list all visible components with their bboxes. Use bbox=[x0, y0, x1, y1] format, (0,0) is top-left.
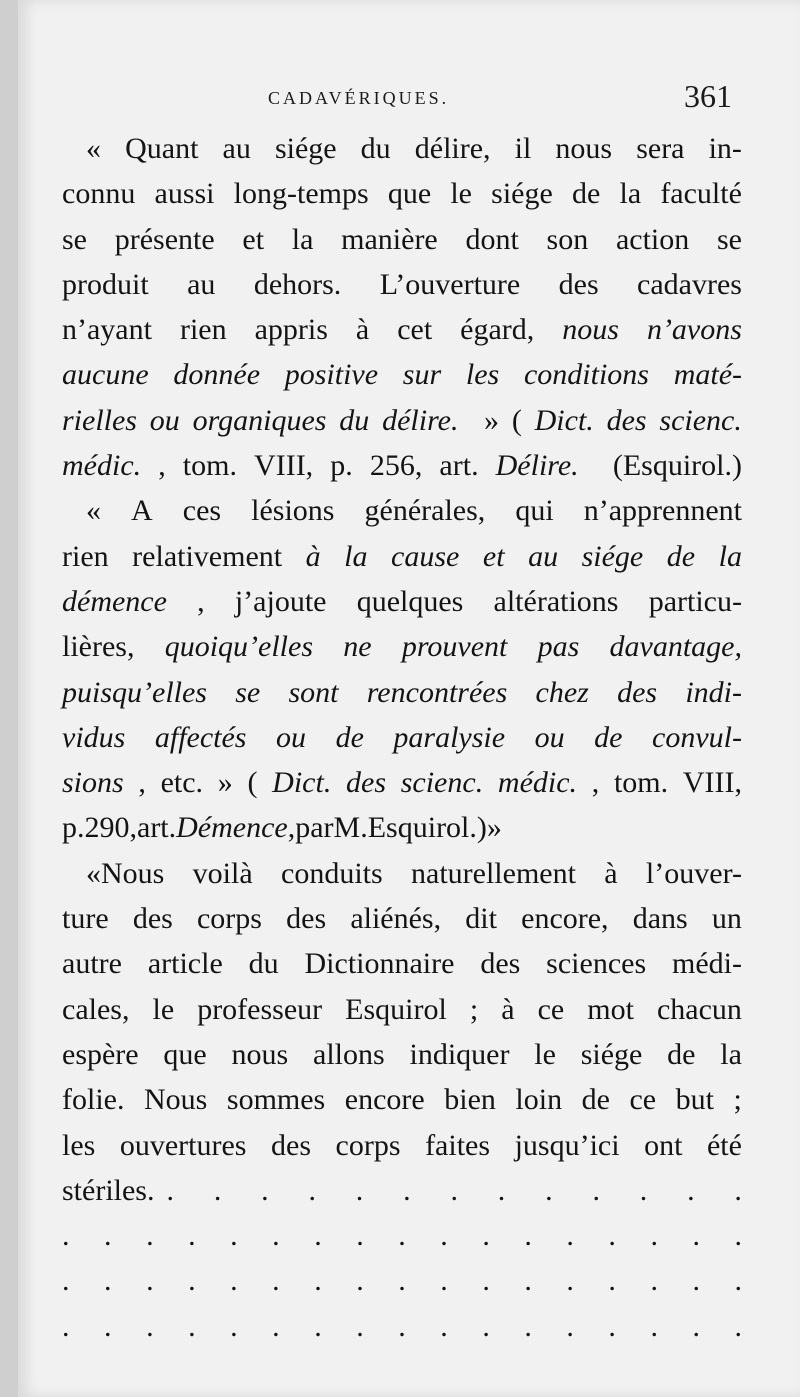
text-word: , bbox=[197, 584, 205, 618]
text-word: ces bbox=[182, 494, 222, 528]
text-word: des bbox=[271, 1128, 312, 1162]
text-word: se bbox=[716, 222, 742, 256]
italic-text: scienc. bbox=[659, 403, 742, 437]
text-line bbox=[62, 488, 742, 533]
italic-text: Démence bbox=[176, 811, 288, 845]
leader-dot: . bbox=[308, 1173, 316, 1207]
italic-text: affectés bbox=[154, 720, 247, 754]
text-word: il bbox=[514, 132, 532, 165]
ellipsis-dot: . bbox=[62, 1309, 70, 1343]
text-word: présente bbox=[114, 222, 215, 256]
text-word: ( bbox=[247, 766, 258, 800]
text-word: stériles. bbox=[62, 1173, 155, 1207]
text-word: le bbox=[534, 1037, 556, 1071]
ellipsis-dot: . bbox=[608, 1264, 616, 1298]
ellipsis-dot: . bbox=[62, 1219, 70, 1253]
text-line bbox=[62, 760, 742, 805]
italic-text: de bbox=[594, 720, 623, 754]
italic-text: des bbox=[346, 766, 387, 800]
italic-text: ou bbox=[149, 403, 180, 437]
text-word: été bbox=[706, 1128, 742, 1162]
text-word: M. bbox=[333, 811, 368, 845]
ellipsis-dot: . bbox=[566, 1219, 574, 1253]
text-word: l’ouver- bbox=[645, 856, 742, 890]
italic-text: sur bbox=[402, 358, 442, 392]
italic-text: Dict. bbox=[272, 766, 332, 800]
text-word: des bbox=[558, 267, 599, 301]
text-word: cet bbox=[397, 313, 433, 347]
ellipsis-dot: . bbox=[650, 1219, 658, 1253]
italic-text: et bbox=[482, 539, 505, 573]
leader-dot: . bbox=[261, 1173, 269, 1207]
text-word: Quant bbox=[125, 132, 199, 165]
text-word: quelques bbox=[356, 584, 464, 618]
text-word: qui bbox=[515, 494, 554, 528]
text-line bbox=[62, 805, 742, 850]
ellipsis-dot: . bbox=[188, 1219, 196, 1253]
text-word: et bbox=[242, 222, 265, 256]
text-word: ; bbox=[733, 1083, 742, 1117]
text-line bbox=[62, 126, 742, 171]
text-word: du bbox=[248, 947, 279, 981]
ellipsis-dot: . bbox=[356, 1309, 364, 1343]
text-word: siége bbox=[580, 1037, 643, 1071]
ellipsis-dot: . bbox=[230, 1219, 238, 1253]
text-word: générales, bbox=[364, 494, 486, 528]
text-word: n’apprennent bbox=[583, 494, 742, 528]
ellipsis-dot: . bbox=[734, 1219, 742, 1253]
ellipsis-dot: . bbox=[482, 1219, 490, 1253]
ellipsis-dot: . bbox=[692, 1264, 700, 1298]
dot-leader bbox=[166, 1168, 742, 1213]
italic-text: médic. bbox=[62, 449, 142, 483]
text-word: ( bbox=[511, 403, 522, 437]
text-word: VIII, bbox=[682, 766, 742, 800]
text-word: ce bbox=[537, 992, 565, 1026]
text-word: folie. bbox=[62, 1083, 125, 1117]
text-word: espère bbox=[62, 1037, 139, 1071]
text-word: rien bbox=[62, 539, 109, 573]
ellipsis-dot: . bbox=[272, 1309, 280, 1343]
ellipsis-dot: . bbox=[398, 1309, 406, 1343]
text-word: altérations bbox=[493, 584, 619, 618]
ellipsis-dot: . bbox=[146, 1264, 154, 1298]
italic-text: scienc. bbox=[400, 766, 484, 800]
text-word: p. bbox=[330, 449, 353, 483]
italic-text: pas bbox=[537, 630, 580, 664]
ellipsis-dot: . bbox=[356, 1219, 364, 1253]
text-word: au bbox=[222, 132, 251, 165]
text-word: chacun bbox=[656, 992, 742, 1026]
ellipsis-dot: . bbox=[356, 1264, 364, 1298]
ellipsis-dot: . bbox=[734, 1264, 742, 1298]
text-word: faites bbox=[425, 1128, 491, 1162]
text-word: ont bbox=[644, 1128, 683, 1162]
text-word: encore bbox=[344, 1083, 425, 1117]
ellipsis-dot: . bbox=[398, 1219, 406, 1253]
text-word: ture bbox=[62, 902, 109, 936]
ellipsis-dot: . bbox=[398, 1264, 406, 1298]
text-word: médi- bbox=[671, 947, 742, 981]
text-line bbox=[62, 352, 742, 397]
ellipsis-dot: . bbox=[62, 1264, 70, 1298]
text-line bbox=[62, 1123, 742, 1168]
italic-text: n’avons bbox=[646, 313, 742, 347]
ellipsis-dot: . bbox=[566, 1264, 574, 1298]
text-word: but bbox=[675, 1083, 714, 1117]
text-word: mot bbox=[587, 992, 634, 1026]
text-word: A bbox=[131, 494, 153, 528]
italic-text: la bbox=[718, 539, 742, 573]
italic-text: ou bbox=[534, 720, 565, 754]
ellipsis-dot: . bbox=[482, 1264, 490, 1298]
text-word: connu bbox=[62, 177, 136, 211]
text-word: tom. bbox=[182, 449, 237, 483]
text-word: dont bbox=[465, 222, 519, 256]
text-word: dit bbox=[465, 902, 497, 936]
ellipsis-row bbox=[62, 1258, 742, 1303]
text-word: jusqu’ici bbox=[514, 1128, 620, 1162]
italic-text: chez bbox=[535, 675, 589, 709]
text-word: sera bbox=[636, 132, 685, 165]
text-word: de bbox=[571, 177, 601, 211]
text-word: autre bbox=[62, 947, 122, 981]
italic-text: ne bbox=[343, 630, 372, 664]
leader-dot: . bbox=[213, 1173, 222, 1207]
text-word: le bbox=[152, 992, 175, 1026]
text-word: au bbox=[187, 267, 216, 301]
ellipsis-dot: . bbox=[146, 1219, 154, 1253]
text-word: « bbox=[86, 132, 101, 165]
text-word: que bbox=[387, 177, 432, 211]
ellipsis-dot: . bbox=[230, 1264, 238, 1298]
text-word: relativement bbox=[132, 539, 283, 573]
text-word: des bbox=[132, 902, 173, 936]
text-word: p. bbox=[62, 811, 85, 845]
body-text bbox=[62, 126, 742, 1349]
page-header bbox=[18, 80, 800, 120]
text-word: naturellement bbox=[411, 856, 576, 890]
text-word: « bbox=[86, 494, 101, 528]
text-word: tom. bbox=[613, 766, 669, 800]
text-word: un bbox=[711, 902, 742, 936]
italic-text: quoiqu’elles bbox=[164, 630, 314, 664]
text-word: corps bbox=[335, 1128, 401, 1162]
leader-dot: . bbox=[687, 1173, 695, 1207]
text-word: de bbox=[581, 1083, 610, 1117]
ellipsis-dot: . bbox=[608, 1309, 616, 1343]
ellipsis-dot: . bbox=[104, 1264, 112, 1298]
text-word: à bbox=[604, 856, 618, 890]
text-word: de bbox=[667, 1037, 696, 1071]
italic-text: rielles bbox=[62, 403, 137, 437]
italic-text: Dict. bbox=[534, 403, 594, 437]
leader-dot: . bbox=[355, 1173, 364, 1207]
text-word: particu- bbox=[648, 584, 742, 618]
ellipsis-row bbox=[62, 1304, 742, 1349]
ellipsis-dot: . bbox=[272, 1264, 280, 1298]
text-line bbox=[62, 715, 742, 760]
text-word: in- bbox=[708, 132, 742, 165]
text-word: art. bbox=[137, 811, 177, 845]
ellipsis-dot: . bbox=[566, 1309, 574, 1343]
italic-text: organiques bbox=[192, 403, 327, 437]
text-line bbox=[62, 896, 742, 941]
text-word: des bbox=[480, 947, 521, 981]
text-word: appris bbox=[254, 313, 328, 347]
italic-text: donnée bbox=[173, 358, 261, 392]
text-word: lésions bbox=[251, 494, 335, 528]
ellipsis-row bbox=[62, 1213, 742, 1258]
leader-dot: . bbox=[734, 1173, 742, 1207]
text-word: encore, bbox=[521, 902, 609, 936]
text-word: , bbox=[158, 449, 166, 483]
ellipsis-dot: . bbox=[608, 1219, 616, 1253]
text-word: L’ouverture bbox=[379, 267, 521, 301]
text-word: son bbox=[546, 222, 589, 256]
text-word: Nous bbox=[144, 1083, 208, 1117]
text-word: n’ayant bbox=[62, 313, 152, 347]
ellipsis-dot: . bbox=[650, 1264, 658, 1298]
ellipsis-dot: . bbox=[104, 1309, 112, 1343]
text-line bbox=[62, 579, 742, 624]
text-word: » bbox=[484, 403, 500, 437]
text-line bbox=[62, 398, 742, 443]
text-word: etc. bbox=[160, 766, 204, 800]
text-word: égard, bbox=[460, 313, 535, 347]
italic-text: des bbox=[606, 403, 647, 437]
italic-text: de bbox=[666, 539, 696, 573]
text-word: le bbox=[450, 177, 472, 211]
text-line bbox=[62, 534, 742, 579]
text-word: long-temps bbox=[233, 177, 369, 211]
text-word: corps bbox=[196, 902, 262, 936]
text-word: aussi bbox=[154, 177, 215, 211]
text-word: cales, bbox=[62, 992, 130, 1026]
text-word: indiquer bbox=[409, 1037, 510, 1071]
italic-text: les bbox=[465, 358, 500, 392]
text-word: «Nous bbox=[86, 856, 165, 890]
italic-text: paralysie bbox=[393, 720, 506, 754]
italic-text: davantage, bbox=[609, 630, 742, 664]
text-word: dehors. bbox=[253, 267, 342, 301]
italic-text: maté- bbox=[673, 358, 742, 392]
ellipsis-dot: . bbox=[650, 1309, 658, 1343]
text-word: aliénés, bbox=[350, 902, 442, 936]
leader-dot: . bbox=[592, 1173, 600, 1207]
italic-text: sions bbox=[62, 766, 124, 800]
text-word: la bbox=[619, 177, 642, 211]
italic-text: de bbox=[335, 720, 364, 754]
ellipsis-dot: . bbox=[524, 1264, 532, 1298]
ellipsis-dot: . bbox=[230, 1309, 238, 1343]
text-word: , bbox=[138, 766, 146, 800]
italic-text: puisqu’elles bbox=[62, 675, 207, 709]
text-word: dans bbox=[632, 902, 688, 936]
italic-text: conditions bbox=[523, 358, 649, 392]
leader-dot: . bbox=[403, 1173, 411, 1207]
text-word: les bbox=[62, 1128, 96, 1162]
text-line bbox=[62, 307, 742, 352]
text-word: par bbox=[295, 811, 334, 845]
text-word: sommes bbox=[226, 1083, 326, 1117]
italic-text: convul- bbox=[652, 720, 742, 754]
ellipsis-dot: . bbox=[734, 1309, 742, 1343]
italic-text: sont bbox=[288, 675, 339, 709]
text-line bbox=[62, 941, 742, 986]
italic-text: rencontrées bbox=[366, 675, 508, 709]
text-word: » bbox=[486, 811, 502, 845]
text-word: 290, bbox=[84, 811, 137, 845]
leader-dot: . bbox=[450, 1173, 458, 1207]
text-word: art. bbox=[439, 449, 479, 483]
leader-dot: . bbox=[497, 1173, 506, 1207]
text-word: article bbox=[147, 947, 223, 981]
text-word: lières, bbox=[62, 630, 135, 664]
text-line bbox=[62, 217, 742, 262]
ellipsis-dot: . bbox=[482, 1309, 490, 1343]
text-word: 256, bbox=[369, 449, 423, 483]
text-word: Esquirol bbox=[345, 992, 447, 1026]
italic-text: délire. bbox=[382, 403, 459, 437]
text-word: , bbox=[591, 766, 600, 800]
text-word: la bbox=[720, 1037, 742, 1071]
text-word: (Esquirol.) bbox=[612, 449, 742, 483]
text-word: voilà bbox=[192, 856, 253, 890]
italic-text: aucune bbox=[62, 358, 149, 392]
text-word: bien bbox=[444, 1083, 496, 1117]
text-word: Esquirol. bbox=[367, 811, 477, 845]
text-word: conduits bbox=[281, 856, 383, 890]
text-word: siége bbox=[491, 177, 553, 211]
text-word: » bbox=[217, 766, 233, 800]
ellipsis-dot: . bbox=[314, 1309, 322, 1343]
text-word: ouvertures bbox=[119, 1128, 247, 1162]
text-word: VIII, bbox=[254, 449, 314, 483]
text-word: la bbox=[291, 222, 314, 256]
page-number: 361 bbox=[684, 78, 732, 114]
text-word: allons bbox=[313, 1037, 385, 1071]
text-word: ; bbox=[469, 992, 479, 1026]
text-line bbox=[62, 670, 742, 715]
text-word: loin bbox=[515, 1083, 563, 1117]
book-page bbox=[18, 0, 800, 1397]
text-word: du bbox=[360, 132, 391, 165]
italic-text: vidus bbox=[62, 720, 126, 754]
running-head: CADAVÉRIQUES. bbox=[268, 88, 450, 108]
text-line bbox=[62, 1077, 742, 1122]
ellipsis-dot: . bbox=[272, 1219, 280, 1253]
ellipsis-dot: . bbox=[692, 1219, 700, 1253]
text-line bbox=[62, 1032, 742, 1077]
text-word: à bbox=[501, 992, 515, 1026]
text-word: professeur bbox=[197, 992, 323, 1026]
text-word: nous bbox=[555, 132, 613, 165]
text-word: des bbox=[286, 902, 327, 936]
italic-text: positive bbox=[284, 358, 379, 392]
italic-text: la bbox=[344, 539, 368, 573]
ellipsis-dot: . bbox=[188, 1309, 196, 1343]
italic-text: Délire. bbox=[495, 449, 579, 483]
leader-dot: . bbox=[639, 1173, 648, 1207]
italic-text: cause bbox=[391, 539, 460, 573]
text-word: se bbox=[62, 222, 87, 256]
text-line bbox=[62, 171, 742, 216]
italic-text: prouvent bbox=[401, 630, 508, 664]
leader-dot: . bbox=[545, 1173, 553, 1207]
ellipsis-dot: . bbox=[440, 1264, 448, 1298]
text-word: sciences bbox=[546, 947, 647, 981]
text-word: délire, bbox=[414, 132, 491, 165]
text-line bbox=[62, 262, 742, 307]
text-word: produit bbox=[62, 267, 149, 301]
text-word: ) bbox=[476, 811, 487, 845]
italic-text: au bbox=[528, 539, 559, 573]
text-word: nous bbox=[231, 1037, 289, 1071]
text-line bbox=[62, 624, 742, 669]
text-word: que bbox=[163, 1037, 207, 1071]
leader-dot: . bbox=[166, 1173, 174, 1207]
text-word: cadavres bbox=[637, 267, 742, 301]
italic-text: démence bbox=[62, 584, 167, 618]
italic-text: se bbox=[235, 675, 261, 709]
italic-text: médic. bbox=[497, 766, 578, 800]
ellipsis-dot: . bbox=[440, 1219, 448, 1253]
text-line bbox=[62, 987, 742, 1032]
text-word: ce bbox=[629, 1083, 657, 1117]
text-word: à bbox=[355, 313, 370, 347]
italic-text: nous bbox=[562, 313, 619, 347]
ellipsis-dot: . bbox=[692, 1309, 700, 1343]
text-word: rien bbox=[179, 313, 227, 347]
italic-text: siége bbox=[581, 539, 644, 573]
ellipsis-dot: . bbox=[188, 1264, 196, 1298]
text-word: manière bbox=[341, 222, 438, 256]
text-line bbox=[62, 443, 742, 488]
text-word: j’ajoute bbox=[234, 584, 327, 618]
text-line bbox=[62, 1168, 742, 1213]
text-line bbox=[62, 851, 742, 896]
text-word: , bbox=[287, 811, 296, 845]
text-word: faculté bbox=[660, 177, 742, 211]
text-word: action bbox=[615, 222, 690, 256]
ellipsis-dot: . bbox=[440, 1309, 448, 1343]
italic-text: indi- bbox=[685, 675, 742, 709]
text-word: Dictionnaire bbox=[304, 947, 455, 981]
ellipsis-dot: . bbox=[314, 1264, 322, 1298]
ellipsis-dot: . bbox=[104, 1219, 112, 1253]
italic-text: du bbox=[339, 403, 370, 437]
ellipsis-dot: . bbox=[314, 1219, 322, 1253]
italic-text: à bbox=[305, 539, 321, 573]
italic-text: des bbox=[617, 675, 658, 709]
text-word: siége bbox=[274, 132, 337, 165]
ellipsis-dot: . bbox=[524, 1309, 532, 1343]
ellipsis-dot: . bbox=[524, 1219, 532, 1253]
ellipsis-dot: . bbox=[146, 1309, 154, 1343]
italic-text: ou bbox=[276, 720, 307, 754]
